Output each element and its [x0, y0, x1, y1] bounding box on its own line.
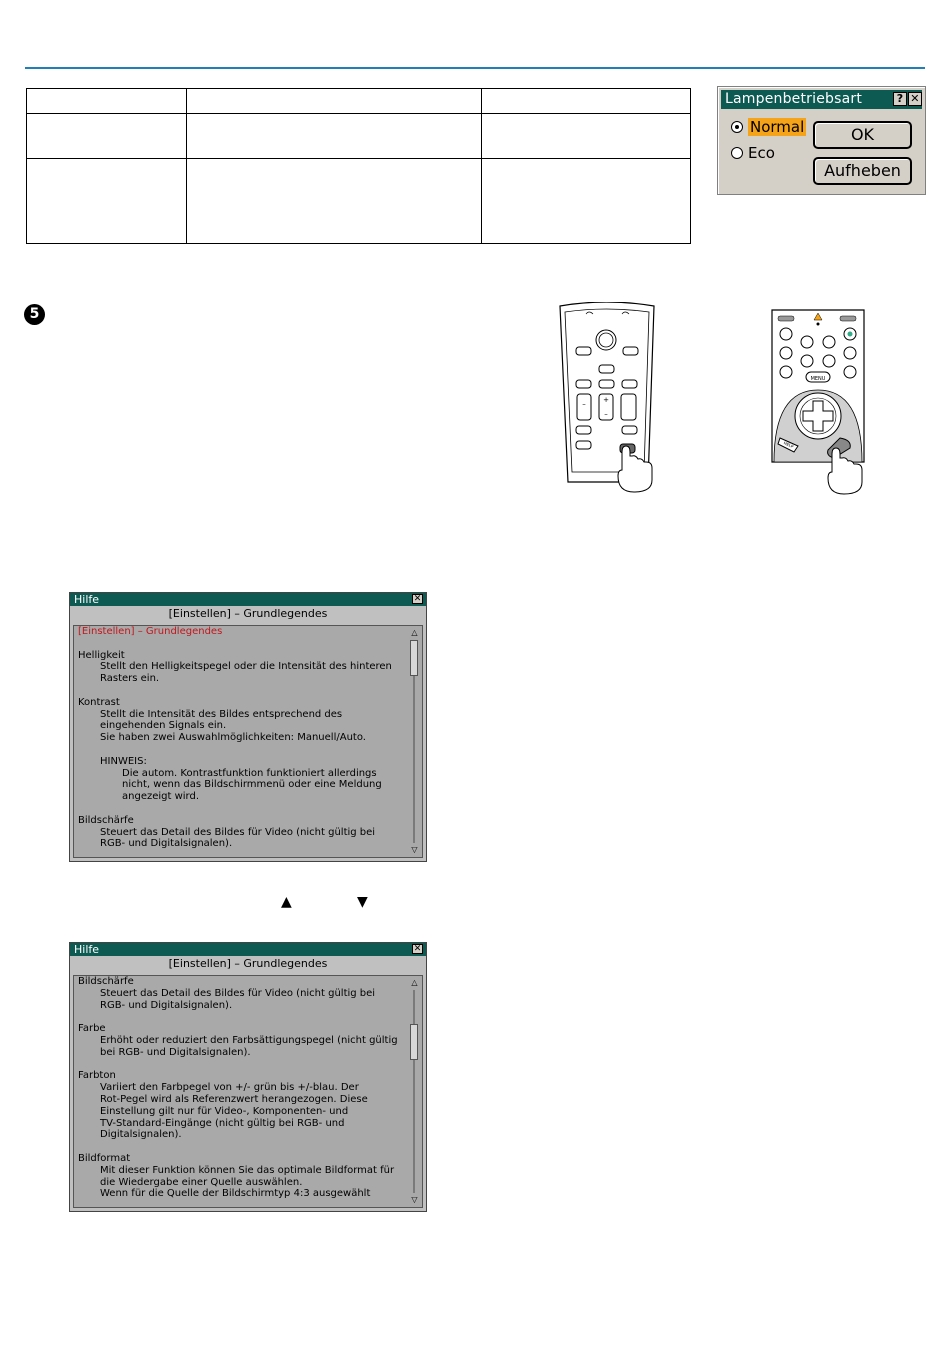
svg-text:–: – [582, 400, 586, 408]
projector-control-panel-illustration [768, 306, 868, 496]
help-line: Rot-Pegel wird als Referenzwert herangezogen. Diese [100, 1093, 368, 1105]
help-line: Steuert das Detail des Bildes für Video (nicht gültig bei [100, 826, 376, 838]
help-line: [Einstellen] – Grundlegendes [78, 626, 223, 637]
help-title: Hilfe [74, 593, 100, 606]
scroll-up-icon[interactable]: △ [411, 628, 418, 637]
help-line: Steuert das Detail des Bildes für Video (nicht gültig bei [100, 987, 376, 999]
help-line: Die autom. Kontrastfunktion funktioniert allerdings [122, 767, 377, 779]
help-subtitle: [Einstellen] – Grundlegendes [168, 607, 328, 620]
help-line: nicht, wenn das Bildschirmmenü oder eine Meldung [122, 779, 382, 791]
help-line: Bildschärfe [78, 976, 134, 987]
help-line: HINWEIS: [100, 755, 147, 767]
close-icon[interactable]: ✕ [413, 594, 422, 604]
dialog-title: Lampenbetriebsart [725, 91, 863, 107]
help-line: Variiert den Farbpegel von +/- grün bis +/-blau. Der [100, 1082, 359, 1094]
table-cell [27, 159, 187, 244]
help-line [78, 1059, 404, 1071]
cancel-button[interactable]: Aufheben [813, 157, 912, 185]
dialog-title-bar [721, 90, 922, 109]
help-line: Digitalsignalen). [100, 1129, 182, 1141]
scrollbar[interactable] [409, 978, 420, 1205]
help-line [78, 803, 404, 815]
table-cell [482, 89, 691, 114]
help-content[interactable] [73, 975, 423, 1208]
help-line: Stellt die Intensität des Bildes entsprechend des [100, 708, 343, 720]
help-line [78, 1141, 404, 1153]
scroll-track[interactable] [413, 990, 415, 1193]
scroll-down-icon[interactable]: ▽ [411, 1195, 418, 1204]
radio-normal[interactable] [731, 117, 806, 137]
help-window-2 [69, 942, 427, 1212]
help-line: Farbe [78, 1023, 106, 1035]
help-text [78, 976, 404, 1200]
help-line: Bildformat [78, 1152, 131, 1164]
help-line: Farbton [78, 1070, 116, 1082]
up-arrow-icon: ▲ [281, 894, 292, 910]
help-line: Helligkeit [78, 649, 125, 661]
help-line: Wenn für die Quelle der Bildschirmtyp 4:3 ausgewählt [100, 1188, 371, 1200]
help-line [78, 638, 404, 650]
help-content[interactable] [73, 625, 423, 858]
help-line: Bildschärfe [78, 814, 134, 826]
help-line: Rasters ein. [100, 673, 160, 685]
radio-eco-label: Eco [748, 144, 775, 162]
help-key-label: HELP [782, 440, 795, 450]
help-line: Stellt den Helligkeitspegel oder die Intensität des hinteren [100, 661, 392, 673]
table-cell [27, 89, 187, 114]
help-subtitle: [Einstellen] – Grundlegendes [168, 957, 328, 970]
lamp-mode-table [26, 88, 691, 244]
help-line: bei RGB- und Digitalsignalen). [100, 1046, 251, 1058]
table-cell [482, 159, 691, 244]
table-cell [27, 114, 187, 159]
help-title-bar [70, 593, 426, 606]
help-line: RGB- und Digitalsignalen). [100, 838, 233, 850]
help-line: Einstellung gilt nur für Video-, Komponenten- und [100, 1105, 349, 1117]
svg-text:+: + [603, 396, 609, 404]
header-rule [25, 67, 925, 69]
scroll-down-icon[interactable]: ▽ [411, 845, 418, 854]
help-line: Kontrast [78, 696, 120, 708]
help-line: Mit dieser Funktion können Sie das optimale Bildformat für [100, 1164, 395, 1176]
table-cell [187, 159, 482, 244]
down-arrow-icon: ▼ [357, 894, 368, 910]
scrollbar[interactable] [409, 628, 420, 855]
help-line: TV-Standard-Eingänge (nicht gültig bei RGB- und [100, 1117, 345, 1129]
table-cell [482, 114, 691, 159]
help-line [78, 744, 404, 756]
radio-selected-icon[interactable] [731, 121, 743, 133]
close-icon[interactable]: ✕ [908, 92, 922, 106]
ok-button[interactable]: OK [813, 121, 912, 149]
help-line: RGB- und Digitalsignalen). [100, 999, 233, 1011]
help-text [78, 626, 404, 850]
help-line: Sie haben zwei Auswahlmöglichkeiten: Manuell/Auto. [100, 732, 366, 744]
svg-text:–: – [604, 410, 608, 418]
help-title: Hilfe [74, 943, 100, 956]
scroll-thumb[interactable] [410, 640, 418, 676]
help-line: eingehenden Signals ein. [100, 720, 227, 732]
radio-normal-label: Normal [750, 118, 805, 136]
radio-unselected-icon[interactable] [731, 147, 743, 159]
help-line: die Wiedergabe einer Quelle auswählen. [100, 1176, 303, 1188]
help-line: angezeigt wird. [122, 791, 200, 803]
help-line [78, 685, 404, 697]
table-cell [187, 89, 482, 114]
help-line: Erhöht oder reduziert den Farbsättigungspegel (nicht gültig [100, 1034, 398, 1046]
radio-eco[interactable] [731, 143, 775, 163]
help-title-bar [70, 943, 426, 956]
step-badge: 5 [24, 304, 45, 325]
scroll-thumb[interactable] [410, 1024, 418, 1060]
help-line [78, 1011, 404, 1023]
scroll-up-icon[interactable]: △ [411, 978, 418, 987]
help-window-1 [69, 592, 427, 862]
help-icon[interactable]: ? [893, 92, 907, 106]
table-cell [187, 114, 482, 159]
menu-key-label: MENU [810, 376, 826, 382]
close-icon[interactable]: ✕ [413, 944, 422, 954]
remote-control-illustration [556, 302, 661, 494]
lamp-mode-dialog [717, 86, 926, 195]
